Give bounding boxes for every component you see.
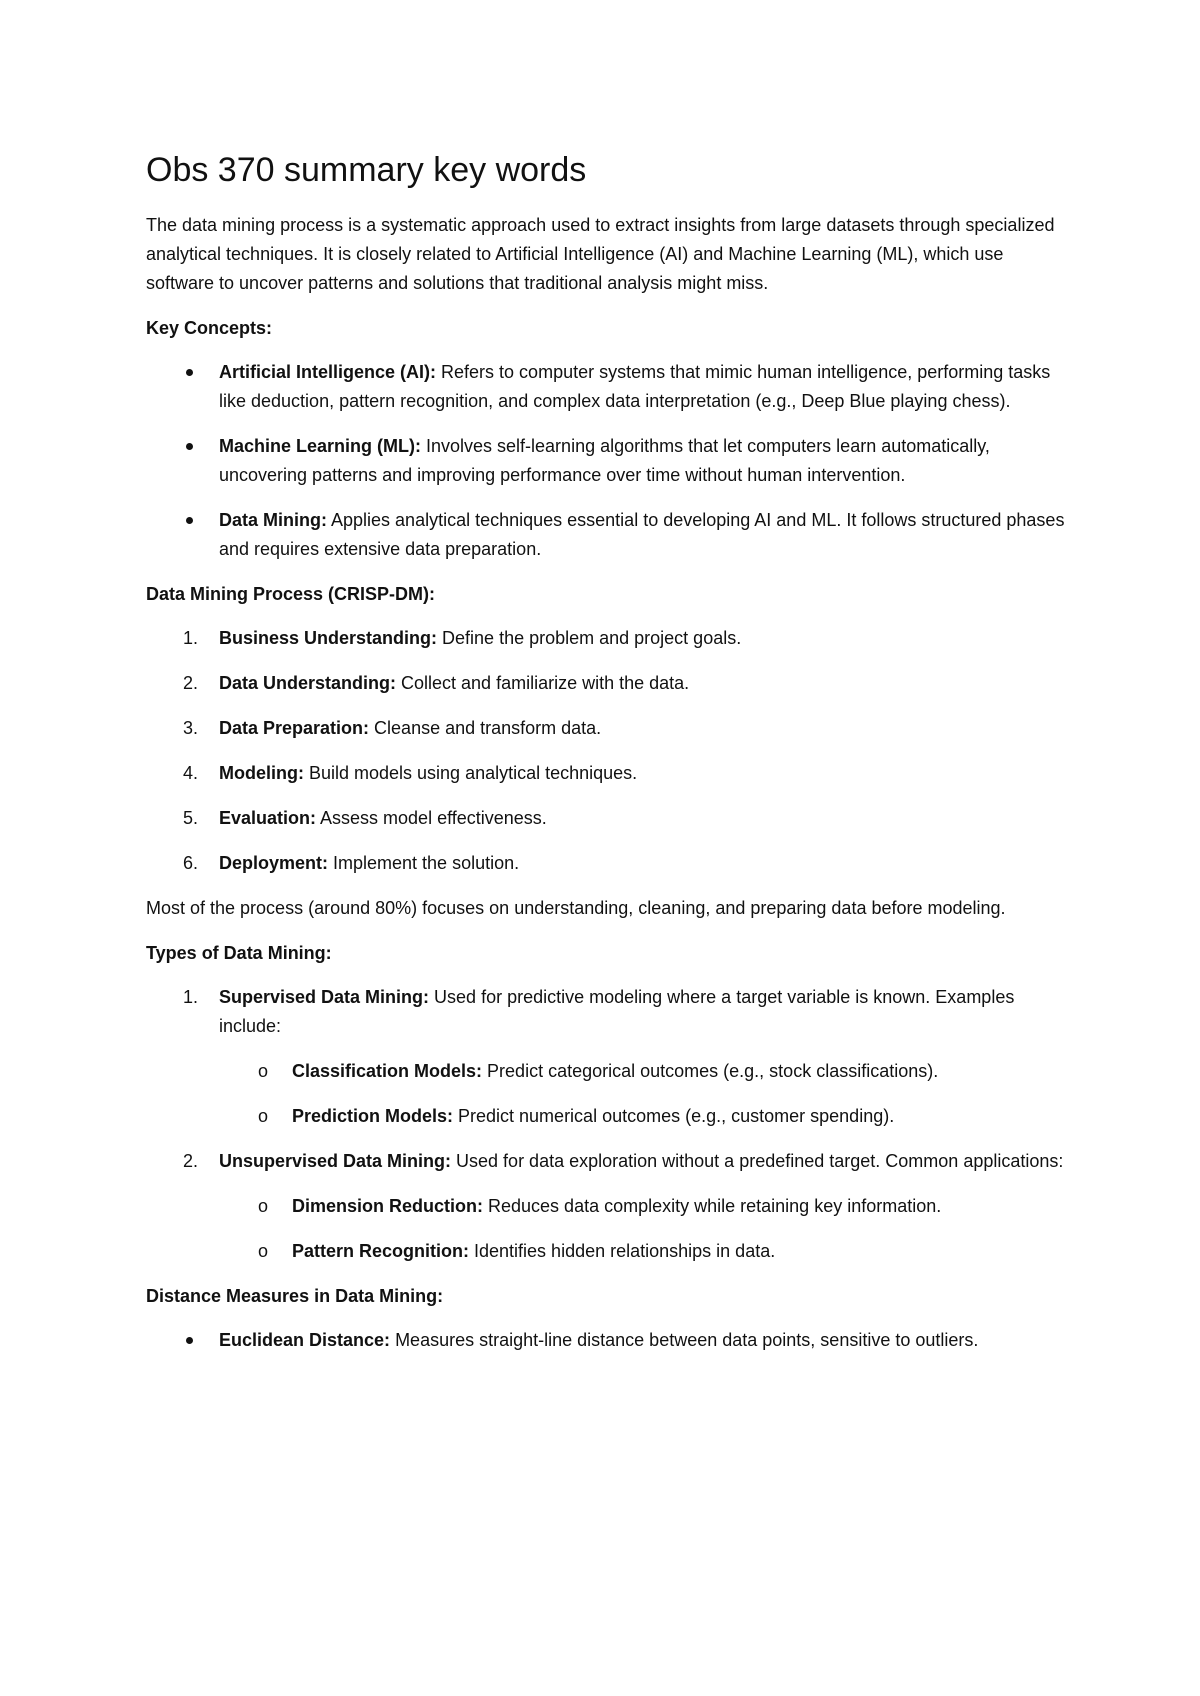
list-number: 3. xyxy=(183,718,199,738)
bullet-icon xyxy=(186,369,193,376)
document-page xyxy=(146,148,1066,1371)
list-number: 1. xyxy=(183,628,199,648)
list-item xyxy=(146,506,1066,564)
list-item xyxy=(146,849,1066,878)
types-list-continued xyxy=(146,1147,1066,1176)
bullet-icon xyxy=(186,1337,193,1344)
list-item xyxy=(146,1147,1066,1176)
term: Data Preparation: xyxy=(219,718,370,738)
types-list xyxy=(146,983,1066,1041)
term: Dimension Reduction: xyxy=(292,1196,484,1216)
list-item xyxy=(146,983,1066,1041)
definition: Used for data exploration without a predefined target. Common applications: xyxy=(451,1151,1064,1171)
definition: Cleanse and transform data. xyxy=(369,718,602,738)
term: Unsupervised Data Mining: xyxy=(219,1151,452,1171)
sub-list-item xyxy=(146,1192,1066,1221)
circle-bullet-icon: o xyxy=(258,1106,269,1126)
list-item xyxy=(146,432,1066,490)
list-number: 2. xyxy=(183,1151,199,1171)
circle-bullet-icon: o xyxy=(258,1196,269,1216)
term: Pattern Recognition: xyxy=(292,1241,470,1261)
bullet-icon xyxy=(186,517,193,524)
bullet-icon xyxy=(186,443,193,450)
process-heading: Data Mining Process (CRISP-DM): xyxy=(146,584,436,604)
term: Business Understanding: xyxy=(219,628,438,648)
term: Evaluation: xyxy=(219,808,317,828)
definition: Implement the solution. xyxy=(328,853,520,873)
definition: Predict categorical outcomes (e.g., stock classifications). xyxy=(482,1061,939,1081)
term: Artificial Intelligence (AI): xyxy=(219,362,437,382)
definition: Build models using analytical techniques. xyxy=(303,763,638,783)
sub-list xyxy=(146,1192,1066,1266)
term: Data Mining: xyxy=(219,510,327,530)
term: Classification Models: xyxy=(292,1061,483,1081)
sub-list-item xyxy=(146,1102,1066,1131)
definition: Identifies hidden relationships in data. xyxy=(469,1241,776,1261)
term: Euclidean Distance: xyxy=(219,1330,391,1350)
list-item xyxy=(146,1326,1066,1355)
sub-list-item xyxy=(146,1057,1066,1086)
term: Prediction Models: xyxy=(292,1106,454,1126)
list-number: 6. xyxy=(183,853,199,873)
definition: Refers to computer systems that mimic human intelligence, performing tasks like deduction, pattern recognition, and complex data interpretation (e.g., Deep Blue playing chess). xyxy=(219,362,1051,411)
document-title: Obs 370 summary key words xyxy=(146,151,587,189)
definition: Measures straight-line distance between data points, sensitive to outliers. xyxy=(390,1330,979,1350)
definition: Used for predictive modeling where a target variable is known. Examples include: xyxy=(219,987,1015,1036)
term: Modeling: xyxy=(219,763,304,783)
list-item xyxy=(146,624,1066,653)
list-number: 5. xyxy=(183,808,199,828)
definition: Collect and familiarize with the data. xyxy=(396,673,690,693)
distance-list xyxy=(146,1326,1066,1355)
term: Deployment: xyxy=(219,853,329,873)
definition: Involves self-learning algorithms that let computers learn automatically, uncovering patterns and improving performance over time without human intervention. xyxy=(219,436,990,485)
list-item xyxy=(146,358,1066,416)
list-number: 2. xyxy=(183,673,199,693)
list-item xyxy=(146,804,1066,833)
term: Supervised Data Mining: xyxy=(219,987,430,1007)
circle-bullet-icon: o xyxy=(258,1241,269,1261)
key-concepts-heading: Key Concepts: xyxy=(146,318,273,338)
list-number: 1. xyxy=(183,987,199,1007)
term: Data Understanding: xyxy=(219,673,397,693)
circle-bullet-icon: o xyxy=(258,1061,269,1081)
types-heading: Types of Data Mining: xyxy=(146,943,332,963)
definition: Predict numerical outcomes (e.g., customer spending). xyxy=(453,1106,895,1126)
list-number: 4. xyxy=(183,763,199,783)
sub-list-item xyxy=(146,1237,1066,1266)
intro-paragraph: The data mining process is a systematic approach used to extract insights from large datasets through specialized analytical techniques. It is closely related to Artificial Intelligence (AI) and Machine Learning (ML), which use software to uncover patterns and solutions that traditional analysis might miss. xyxy=(146,215,1055,293)
key-concepts-list xyxy=(146,358,1066,564)
definition: Define the problem and project goals. xyxy=(437,628,742,648)
sub-list xyxy=(146,1057,1066,1131)
term: Machine Learning (ML): xyxy=(219,436,421,456)
list-item xyxy=(146,714,1066,743)
list-item xyxy=(146,669,1066,698)
distance-heading: Distance Measures in Data Mining: xyxy=(146,1286,444,1306)
list-item xyxy=(146,759,1066,788)
process-list xyxy=(146,624,1066,878)
definition: Reduces data complexity while retaining key information. xyxy=(483,1196,942,1216)
definition: Applies analytical techniques essential to developing AI and ML. It follows structured phases and requires extensive data preparation. xyxy=(219,510,1065,559)
definition: Assess model effectiveness. xyxy=(316,808,547,828)
process-note: Most of the process (around 80%) focuses on understanding, cleaning, and preparing data before modeling. xyxy=(146,898,1006,918)
